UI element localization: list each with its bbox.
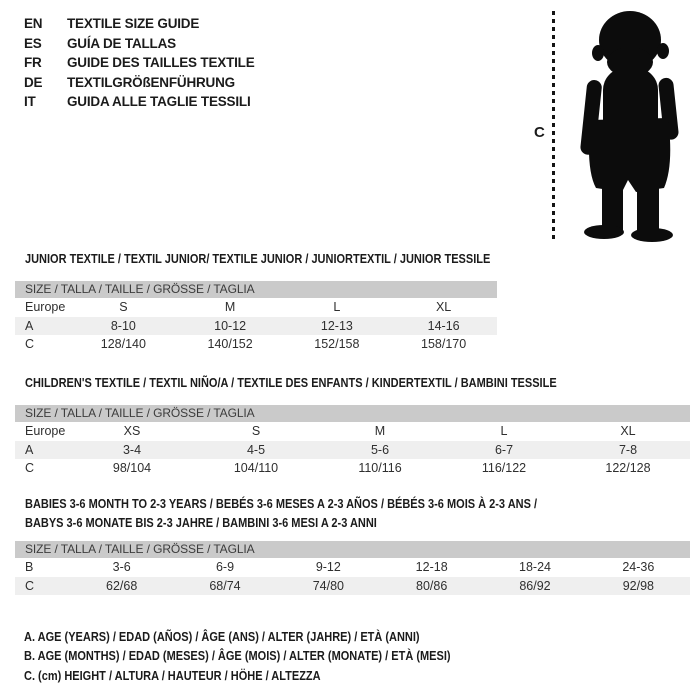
table-row: [15, 558, 690, 577]
height-cell: 104/110: [233, 461, 279, 475]
row-label: A: [25, 442, 34, 457]
age-cell: 24-36: [622, 560, 655, 574]
height-cell: 74/80: [312, 578, 344, 593]
height-cell: 68/74: [209, 578, 241, 593]
size-cell: M: [374, 424, 386, 438]
legend-text: A. AGE (YEARS) / EDAD (AÑOS) / ÂGE (ANS) / ALTER (JAHRE) / ETÀ (ANNI): [24, 630, 420, 644]
table-title: [15, 376, 690, 390]
table-row: [15, 577, 690, 596]
age-cell: 3-4: [122, 442, 142, 457]
age-cell: 18-24: [519, 560, 551, 574]
size-cell: L: [500, 424, 508, 438]
language-title: GUÍA DE TALLAS: [67, 35, 176, 51]
size-cell: XL: [435, 300, 452, 314]
table-title-text: JUNIOR TEXTILE / TEXTIL JUNIOR/ TEXTILE JUNIOR / JUNIORTEXTIL / JUNIOR TESSILE: [25, 252, 491, 266]
table-row: [15, 298, 497, 317]
measurement-legend: [24, 628, 509, 686]
table-row: [15, 459, 690, 478]
age-cell: 3-6: [112, 560, 131, 574]
toddler-silhouette-icon: [562, 10, 697, 243]
height-cell: 152/158: [314, 337, 360, 351]
table-header: SIZE / TALLA / TAILLE / GRÖSSE / TAGLIA: [15, 281, 497, 298]
table-header: SIZE / TALLA / TAILLE / GRÖSSE / TAGLIA: [15, 541, 690, 558]
age-cell: 12-18: [415, 560, 448, 574]
language-title: TEXTILE SIZE GUIDE: [67, 16, 200, 31]
size-cell: L: [333, 300, 341, 314]
table-row: [15, 335, 497, 354]
age-cell: 14-16: [427, 318, 460, 333]
age-cell: 8-10: [110, 318, 136, 333]
language-row-en: [24, 14, 255, 34]
height-cell: 122/128: [605, 461, 651, 475]
height-cell: 158/170: [421, 337, 467, 351]
language-code: FR: [24, 55, 42, 70]
language-title: GUIDA ALLE TAGLIE TESSILI: [67, 94, 251, 109]
height-cell: 86/92: [519, 578, 551, 593]
height-cell: 98/104: [112, 461, 152, 475]
size-cell: S: [251, 424, 261, 438]
language-title: TEXTILGRÖßENFÜHRUNG: [67, 74, 235, 90]
language-row-es: [24, 34, 255, 54]
table-title-text: BABYS 3-6 MONATE BIS 2-3 JAHRE / BAMBINI 3-6 MESI A 2-3 ANNI: [25, 516, 377, 530]
language-title: GUIDE DES TAILLES TEXTILE: [67, 55, 255, 70]
table-row: [15, 441, 690, 460]
table-title: [15, 252, 497, 266]
table-body: [15, 298, 497, 354]
height-measure-label: C: [534, 124, 545, 141]
table-title-text: CHILDREN'S TEXTILE / TEXTIL NIÑO/A / TEXTILE DES ENFANTS / KINDERTEXTIL / BAMBINI TESSILE: [25, 376, 557, 390]
babies-textile-table: [15, 495, 690, 595]
table-row: [15, 317, 497, 336]
size-cell: S: [119, 300, 128, 314]
legend-line-c: [24, 667, 509, 686]
row-label: Europe: [25, 300, 66, 314]
age-cell: 6-7: [494, 442, 514, 457]
height-cell: 80/86: [416, 578, 448, 593]
table-row: [15, 422, 690, 441]
row-label: Europe: [25, 424, 66, 438]
height-cell: 62/68: [106, 578, 138, 593]
row-label: C: [25, 578, 35, 593]
height-measure-dotted-line: [552, 11, 555, 242]
table-body: [15, 422, 690, 478]
age-cell: 10-12: [214, 318, 247, 333]
language-row-de: [24, 73, 255, 93]
childrens-textile-table: [15, 376, 690, 478]
row-label: A: [25, 318, 34, 333]
height-cell: 128/140: [100, 337, 146, 351]
language-row-it: [24, 92, 255, 112]
legend-line-b: [24, 647, 509, 666]
height-cell: 110/116: [358, 461, 402, 475]
age-cell: 4-5: [246, 442, 266, 457]
table-body: [15, 558, 690, 595]
language-row-fr: [24, 53, 255, 73]
junior-textile-table: [15, 252, 497, 354]
size-cell: XS: [123, 424, 141, 438]
age-cell: 12-13: [320, 318, 353, 333]
legend-text: B. AGE (MONTHS) / EDAD (MESES) / ÂGE (MOIS) / ALTER (MONATE) / ETÀ (MESI): [24, 649, 451, 664]
legend-line-a: [24, 628, 509, 647]
age-cell: 7-8: [618, 442, 638, 457]
legend-text: C. (cm) HEIGHT / ALTURA / HAUTEUR / HÖHE / ALTEZZA: [24, 668, 321, 683]
row-label: C: [25, 461, 35, 475]
language-code: EN: [24, 16, 43, 31]
height-cell: 116/122: [481, 461, 527, 475]
language-code: DE: [24, 74, 43, 90]
language-code: ES: [24, 35, 42, 51]
language-code: IT: [24, 94, 36, 109]
size-cell: XL: [620, 424, 636, 438]
age-cell: 5-6: [370, 442, 390, 457]
table-header: SIZE / TALLA / TAILLE / GRÖSSE / TAGLIA: [15, 405, 690, 422]
row-label: C: [25, 337, 35, 351]
height-cell: 92/98: [622, 578, 654, 593]
size-cell: M: [224, 300, 236, 314]
table-title-text: BABIES 3-6 MONTH TO 2-3 YEARS / BEBÉS 3-6 MESES A 2-3 AÑOS / BÉBÉS 3-6 MOIS À 2-3 ANS /: [25, 497, 538, 511]
row-label: B: [25, 560, 34, 574]
language-list: [24, 14, 255, 112]
height-cell: 140/152: [207, 337, 253, 351]
table-title: [15, 495, 690, 533]
age-cell: 6-9: [215, 560, 235, 574]
age-cell: 9-12: [315, 560, 341, 574]
